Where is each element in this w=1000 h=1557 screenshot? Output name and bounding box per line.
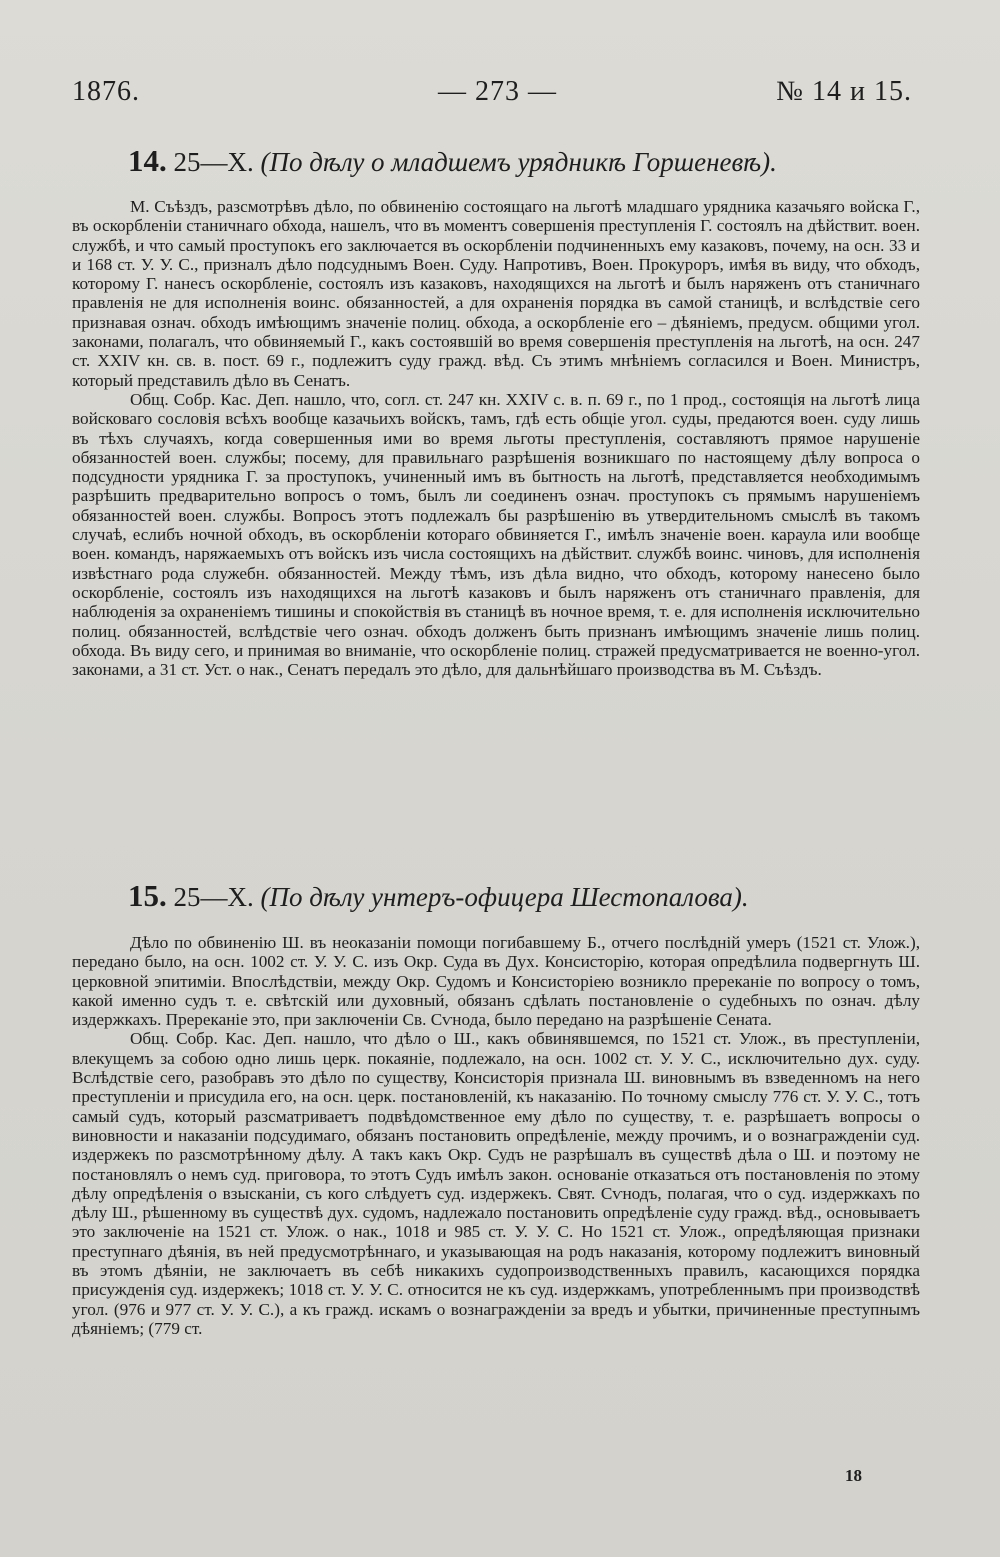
header-page-number: — 273 — — [438, 76, 557, 107]
paragraph: М. Съѣздъ, разсмотрѣвъ дѣло, по обвиненію состоящаго на льготѣ младшаго урядника казачьяго войска Г., въ оскорбленіи станичнаго обхода, нашелъ, что въ моментъ совершенія преступленія Г. состоялъ на дѣйствит. воен. службѣ, и что самый проступокъ его заключается въ оскорбленіи подчиненныхъ ему казаковъ, почему, на осн. 33 и и 168 ст. У. У. С., призналъ дѣло подсуднымъ Воен. Суду. Напротивъ, Воен. Прокуроръ, имѣя въ виду, что обходъ, которому Г. нанесъ оскорбленіе, состоялъ изъ казаковъ, находящихся на льготѣ и былъ наряженъ отъ станичнаго правленія не для исполненія воинс. обязанностей, а для охраненія порядка въ самой станицѣ, и вслѣдствіе сего признавая означ. обходъ имѣющимъ значеніе полиц. обхода, а оскорбленіе его – дѣяніемъ, предусм. общими угол. законами, полагалъ, что обвиняемый Г., какъ состоявшій во время совершенія преступленія на льготѣ, на осн. 247 ст. XXIV кн. св. в. пост. 69 г., подлежитъ суду гражд. вѣд. Съ этимъ мнѣніемъ согласился и Воен. Министръ, который представилъ дѣло въ Сенатъ. — [72, 197, 920, 390]
signature-number: 18 — [845, 1466, 862, 1485]
section-15-title — [128, 878, 749, 914]
section-date: 25—X. — [173, 882, 254, 912]
paragraph: Общ. Собр. Кас. Деп. нашло, что, согл. ст. 247 кн. XXIV с. в. п. 69 г., по 1 прод., состоящія на льготѣ лица войсковаго сословія всѣхъ вообще казачьихъ войскъ, тамъ, гдѣ есть общіе угол. суды, предаются воен. суду лишь въ тѣхъ случаяхъ, когда совершенныя ими во время льготы преступленія, составляютъ прямое нарушеніе обязанностей воен. службы; посему, для правильнаго разрѣшенія возникшаго по настоящему дѣлу вопроса о подсудности урядника Г. за проступокъ, учиненный имъ въ бытность на льготѣ, представляется необходимымъ разрѣшить предварительно вопросъ о томъ, былъ ли соединенъ означ. проступокъ съ прямымъ нарушеніемъ обязанностей воен. службы. Вопросъ этотъ подлежалъ бы разрѣшенію въ утвердительномъ смыслѣ въ такомъ случаѣ, еслибъ ночной обходъ, въ оскорбленіи котораго обвиняется Г., имѣлъ значеніе воен. караула или вообще воен. командъ, наряжаемыхъ отъ войскъ изъ числа состоящихъ на дѣйствит. службѣ воинс. чиновъ, для исполненія извѣстнаго рода служебн. обязанностей. Между тѣмъ, изъ дѣла видно, что обходъ, которому нанесено было оскорбленіе, состоялъ изъ находящихся на льготѣ казаковъ и былъ наряженъ отъ станичнаго правленія, для наблюденія за охраненіемъ тишины и спокойствія въ станицѣ въ ночное время, т. е. для исполненія исключительно полиц. обязанностей, вслѣдствіе чего означ. обходъ долженъ быть признанъ имѣющимъ значеніе лишь полиц. обхода. Въ виду сего, и принимая во вниманіе, что оскорбленіе полиц. стражей предусматривается не военно-угол. законами, а 31 ст. Уст. о нак., Сенатъ передалъ это дѣло, для дальнѣйшаго производства въ М. Съѣздъ. — [72, 389, 920, 680]
section-14-title — [128, 143, 777, 179]
section-15-body — [72, 933, 920, 1338]
section-case-title: (По дѣлу унтеръ-офицера Шестопалова). — [260, 882, 749, 912]
section-date: 25—X. — [173, 147, 254, 177]
section-case-title: (По дѣлу о младшемъ урядникѣ Горшеневѣ). — [260, 147, 777, 177]
header-issue-numbers: № 14 и 15. — [776, 76, 912, 107]
section-number: 15. — [128, 878, 167, 913]
paragraph: Общ. Собр. Кас. Деп. нашло, что дѣло о Ш., какъ обвинявшемся, по 1521 ст. Улож., въ преступленіи, влекущемъ за собою одно лишь церк. покаяніе, подлежало, на осн. 1002 ст. У. У. С., исключительно дух. суду. Вслѣдствіе сего, разобравъ это дѣло по существу, Консисторія признала Ш. виновнымъ въ взведенномъ на него преступленіи и присудила его, на осн. церк. постановленій, къ наказанію. По точному смыслу 776 ст. У. У. С., тотъ самый судъ, который разсматриваетъ подвѣдомственное ему дѣло по существу, т. е. разрѣшаетъ вопросы о виновности и наказаніи подсудимаго, обязанъ постановить опредѣленіе, между прочимъ, и о вознагражденіи суд. издержекъ по разсмотрѣнному дѣлу. А такъ какъ Окр. Судъ не разрѣшалъ въ существѣ дѣла о Ш. и поэтому не постановлялъ о немъ суд. приговора, то этотъ Судъ имѣлъ закон. основаніе отказаться отъ постановленія по этому дѣлу опредѣленія о взысканіи, съ кого слѣдуетъ суд. издержекъ. Свят. Сѵнодъ, полагая, что о суд. издержкахъ по дѣлу Ш., рѣшенному въ существѣ дух. судомъ, надлежало постановить опредѣленіе суду гражд. вѣд., основываетъ это заключеніе на 1521 ст. Улож. о нак., 1018 и 985 ст. У. У. С. Но 1521 ст. Улож., опредѣляющая признаки преступнаго дѣянія, въ ней предусмотрѣннаго, и указывающая на родъ наказанія, которому подлежитъ виновный въ этомъ дѣяніи, не заключаетъ въ себѣ никакихъ судопроизводственныхъ правилъ, касающихся порядка присужденія суд. издержекъ; 1018 ст. У. У. С. относится не къ суд. издержкамъ, употребленнымъ при производствѣ угол. (976 и 977 ст. У. У. С.), а къ гражд. искамъ о вознагражденіи за вредъ и убытки, причиненные преступнымъ дѣяніемъ; (779 ст. — [72, 1029, 920, 1338]
page-header — [72, 76, 918, 116]
header-year: 1876. — [72, 76, 140, 107]
section-number: 14. — [128, 143, 167, 178]
paragraph: Дѣло по обвиненію Ш. въ неоказаніи помощи погибавшему Б., отчего послѣдній умеръ (1521 ст. Улож.), передано было, на осн. 1002 ст. У. У. С. изъ Окр. Суда въ Дух. Консисторію, которая опредѣлила подвергнуть Ш. церковной эпитиміи. Впослѣдствіи, между Окр. Судомъ и Консисторіею возникло пререканіе по вопросу о томъ, какой именно судъ т. е. свѣтскій или духовный, обязанъ сдѣлать постановленіе о судебныхъ по означ. дѣлу издержкахъ. Пререканіе это, при заключеніи Св. Сѵнода, было передано на разрѣшеніе Сената. — [72, 933, 920, 1030]
section-14-body — [72, 197, 920, 679]
